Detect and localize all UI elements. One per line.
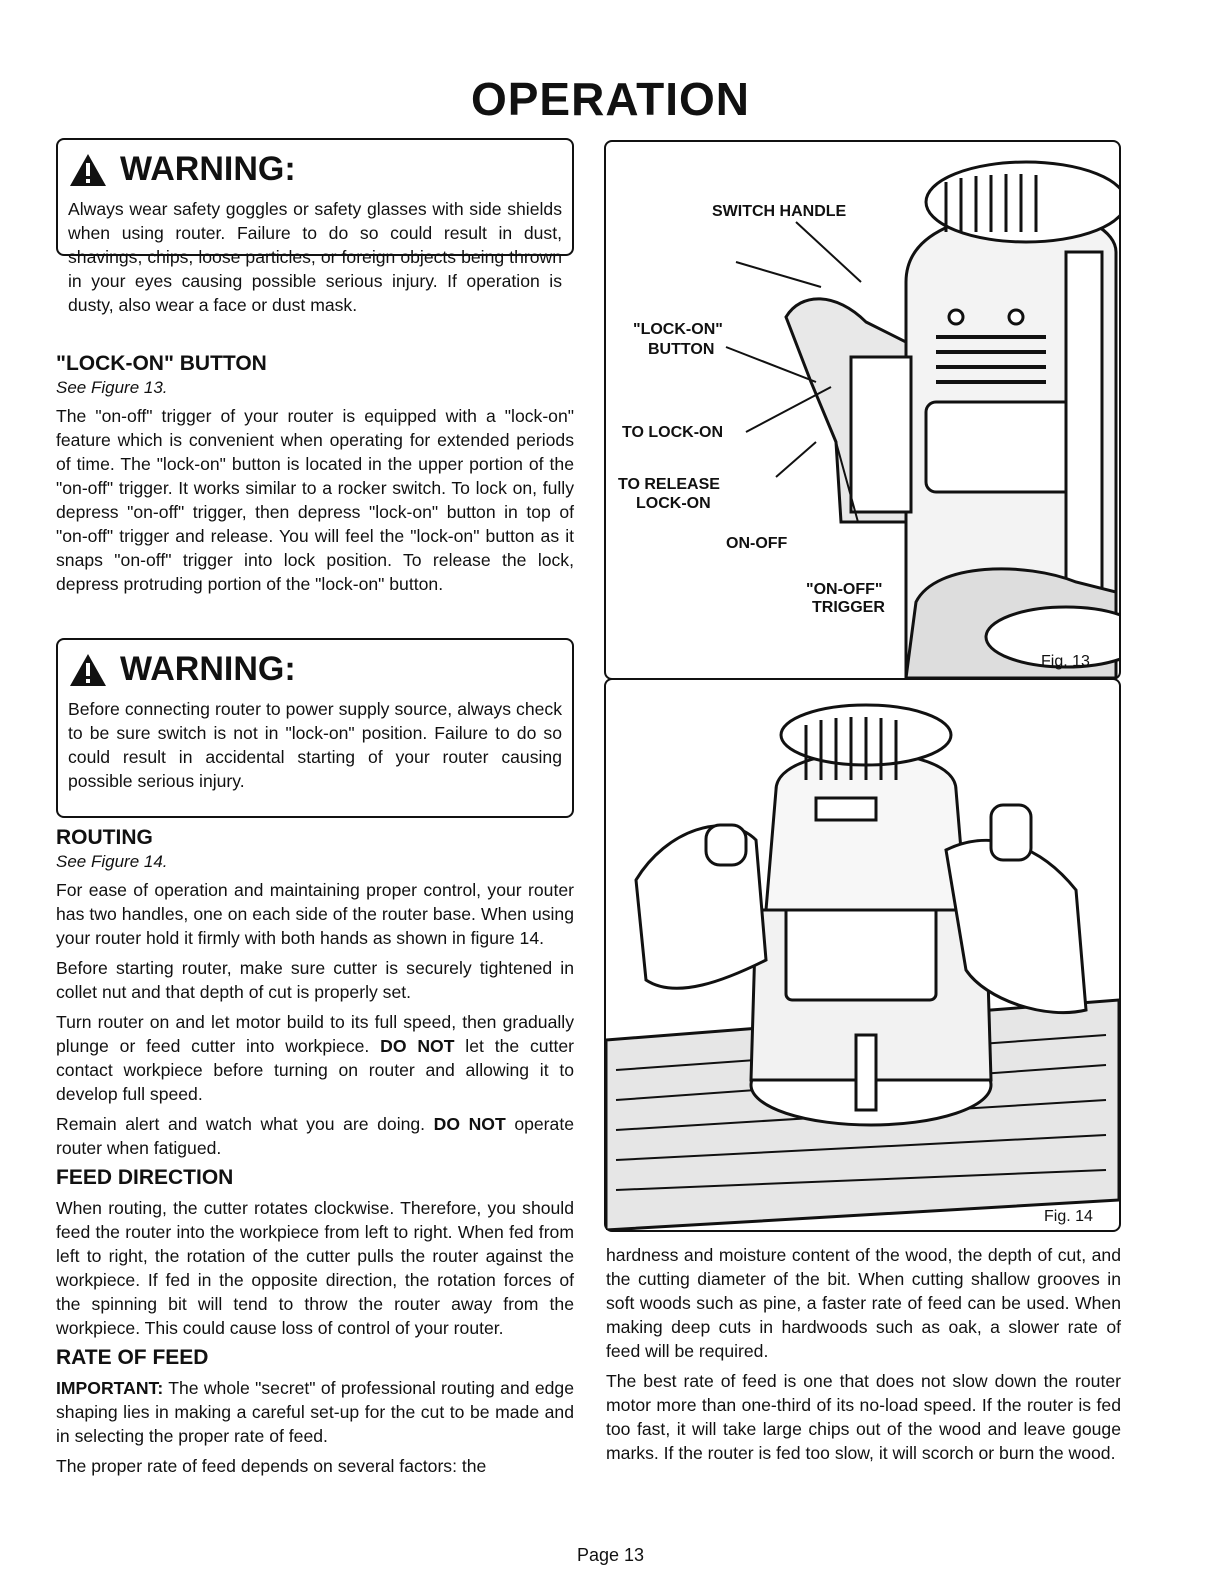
right-column-text — [606, 1243, 1121, 1471]
section-heading-lockon: "LOCK-ON" BUTTON — [56, 352, 267, 375]
rate-of-feed-best-rate: The best rate of feed is one that does not slow down the router motor more than one-third of its no-load speed. If the router is fed too fast, it will take large chips out of the wood and leave gouge marks. If the router is fed too slow, it will scorch or burn the wood. — [606, 1371, 1121, 1463]
section-heading-routing: ROUTING — [56, 826, 153, 849]
warning-heading-text: WARNING: — [120, 150, 296, 188]
router-in-use-illustration — [606, 680, 1119, 1230]
section-heading-feed-direction: FEED DIRECTION — [56, 1166, 234, 1189]
rate-of-feed-paragraph-start: The proper rate of feed depends on several factors: the — [56, 1456, 487, 1476]
figure-reference: See Figure 13. — [56, 378, 168, 397]
figure-14 — [604, 678, 1121, 1232]
feed-direction-paragraph: When routing, the cutter rotates clockwise. Therefore, you should feed the router into the workpiece from left to right. When fed from left to right, the rotation of the cutter pulls the router against the workpiece. If fed in the opposite direction, the rotation forces of the spinning bit will tend to throw the router away from the workpiece. This could cause loss of control of your router. — [56, 1198, 574, 1338]
callout-onoff-trigger-line2: TRIGGER — [812, 599, 885, 616]
warning-text: Before connecting router to power supply source, always check to be sure switch is not in "lock-on" position. Failure to do so could result in accidental starting of your router causing possible serious injury. — [68, 699, 562, 791]
callout-lockon-button-line2: BUTTON — [648, 341, 715, 358]
callout-lockon-button-line1: "LOCK-ON" — [633, 321, 723, 338]
warning-heading — [68, 150, 562, 189]
lockon-section — [56, 352, 574, 602]
figure-13 — [604, 140, 1121, 680]
routing-section — [56, 826, 574, 1484]
warning-triangle-icon — [68, 152, 108, 188]
routing-paragraph-4: Remain alert and watch what you are doing. DO NOT operate router when fatigued. — [56, 1114, 574, 1158]
warning-heading — [68, 650, 562, 689]
callout-to-release-line2: LOCK-ON — [636, 495, 711, 512]
warning-box-lockon — [56, 638, 574, 818]
rate-of-feed-important: IMPORTANT: The whole "secret" of professional routing and edge shaping lies in making a careful set-up for the cut to be made and in selecting the proper rate of feed. — [56, 1378, 574, 1446]
routing-paragraph-2: Before starting router, make sure cutter is securely tightened in collet nut and that depth of cut is properly set. — [56, 958, 574, 1002]
warning-heading-text: WARNING: — [120, 650, 296, 688]
figure-reference: See Figure 14. — [56, 852, 168, 871]
callout-to-lockon: TO LOCK-ON — [622, 424, 724, 441]
warning-triangle-icon — [68, 652, 108, 688]
figure-14-label: Fig. 14 — [1044, 1208, 1093, 1225]
callout-onoff: ON-OFF — [726, 535, 788, 552]
callout-onoff-trigger-line1: "ON-OFF" — [806, 581, 883, 598]
warning-box-goggles — [56, 138, 574, 315]
figure-13-label: Fig. 13 — [1041, 653, 1090, 670]
page-title: OPERATION — [470, 73, 751, 125]
rate-of-feed-paragraph-continued: hardness and moisture content of the wood, the depth of cut, and the cutting diameter of the bit. When cutting shallow grooves in soft woods such as pine, a faster rate of feed can be used. When making deep cuts in hardwoods such as oak, a slower rate of feed will be required. — [606, 1245, 1121, 1361]
routing-paragraph-3: Turn router on and let motor build to its full speed, then gradually plunge or feed cutter into workpiece. DO NOT let the cutter contact workpiece before turning on router and allowing it to develop full speed. — [56, 1012, 574, 1104]
page-number: Page 13 — [576, 1545, 645, 1565]
warning-text: Always wear safety goggles or safety glasses with side shields when using router. Failure to do so could result in dust, shavings, chips, loose particles, or foreign objects being thrown in your eyes causing possible serious injury. If operation is dusty, also wear a face or dust mask. — [68, 199, 562, 315]
callout-switch-handle: SWITCH HANDLE — [712, 203, 847, 220]
callout-to-release-line1: TO RELEASE — [618, 476, 720, 493]
section-heading-rate-of-feed: RATE OF FEED — [56, 1346, 209, 1369]
lockon-paragraph: The "on-off" trigger of your router is equipped with a "lock-on" feature which is convenient when operating for extended periods of time. The "lock-on" button is located in the upper portion of the "on-off" trigger. It works similar to a rocker switch. To lock on, fully depress "on-off" trigger, then depress "lock-on" button in top of "on-off" trigger and release. You will feel the "lock-on" button as it snaps "on-off" trigger into lock position. To release the lock, depress protruding portion of the "lock-on" button. — [56, 406, 574, 594]
routing-paragraph-1: For ease of operation and maintaining proper control, your router has two handles, one on each side of the router base. When using your router hold it firmly with both hands as shown in figure 14. — [56, 880, 574, 948]
